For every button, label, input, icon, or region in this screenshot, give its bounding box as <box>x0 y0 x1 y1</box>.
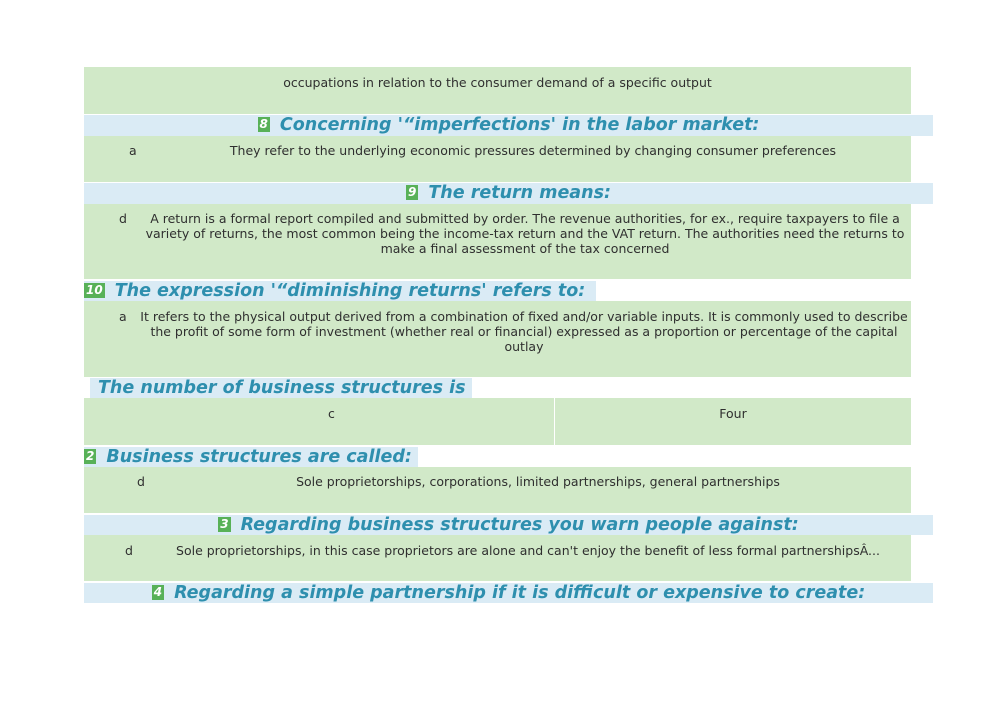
answer-letter: d <box>137 474 145 489</box>
question-number-badge: 9 <box>407 185 417 199</box>
answer-text: Four <box>719 406 747 421</box>
question-text: The expression '“diminishing returns' refers to: <box>114 281 586 301</box>
answer-band <box>84 398 554 445</box>
question-text: Concerning '“imperfections' in the labor market: <box>279 115 760 135</box>
answer-letter: d <box>125 543 133 558</box>
question-number-badge: 3 <box>220 517 229 531</box>
question-title <box>84 515 933 535</box>
answer-text: occupations in relation to the consumer demand of a specific output <box>283 75 712 90</box>
answer-letter: a <box>119 309 127 324</box>
question-title <box>84 281 585 301</box>
answer-letter: c <box>328 406 335 421</box>
question-number-badge: 4 <box>153 585 163 599</box>
answer-text: Sole proprietorships, corporations, limited partnerships, general partnerships <box>296 474 780 489</box>
answer-text: They refer to the underlying economic pressures determined by changing consumer preferences <box>229 143 837 158</box>
question-number-badge: 8 <box>259 117 268 131</box>
question-number-badge: 10 <box>86 283 103 297</box>
answer-letter: d <box>119 211 127 226</box>
question-title <box>84 447 412 467</box>
question-text: Business structures are called: <box>106 447 412 467</box>
question-title <box>84 183 933 203</box>
answer-letter: a <box>129 143 137 158</box>
question-title <box>84 583 933 603</box>
answer-text: It refers to the physical output derived from a combination of fixed and/or variable inputs. It is commonly used to describe the profit of some form of investment (whether real or financial) expressed as a proportion or percentage of the capital outlay <box>140 309 908 354</box>
question-text: Regarding a simple partnership if it is difficult or expensive to create: <box>174 583 866 603</box>
question-title <box>84 115 933 135</box>
answer-band <box>84 535 911 581</box>
question-number-badge: 2 <box>86 449 95 463</box>
question-text: Regarding business structures you warn people against: <box>240 515 799 535</box>
question-text: The return means: <box>428 183 611 203</box>
answer-text: A return is a formal report compiled and submitted by order. The revenue authorities, for ex., require taxpayers to file a variety of returns, the most common being the income-tax return and the VAT return. The authorities need the returns to make a final assessment of the tax concerned <box>145 211 905 256</box>
question-title: The number of business structures is <box>98 378 466 398</box>
answer-text: Sole proprietorships, in this case proprietors are alone and can't enjoy the benefit of less formal partnershipsÂ... <box>176 543 880 558</box>
